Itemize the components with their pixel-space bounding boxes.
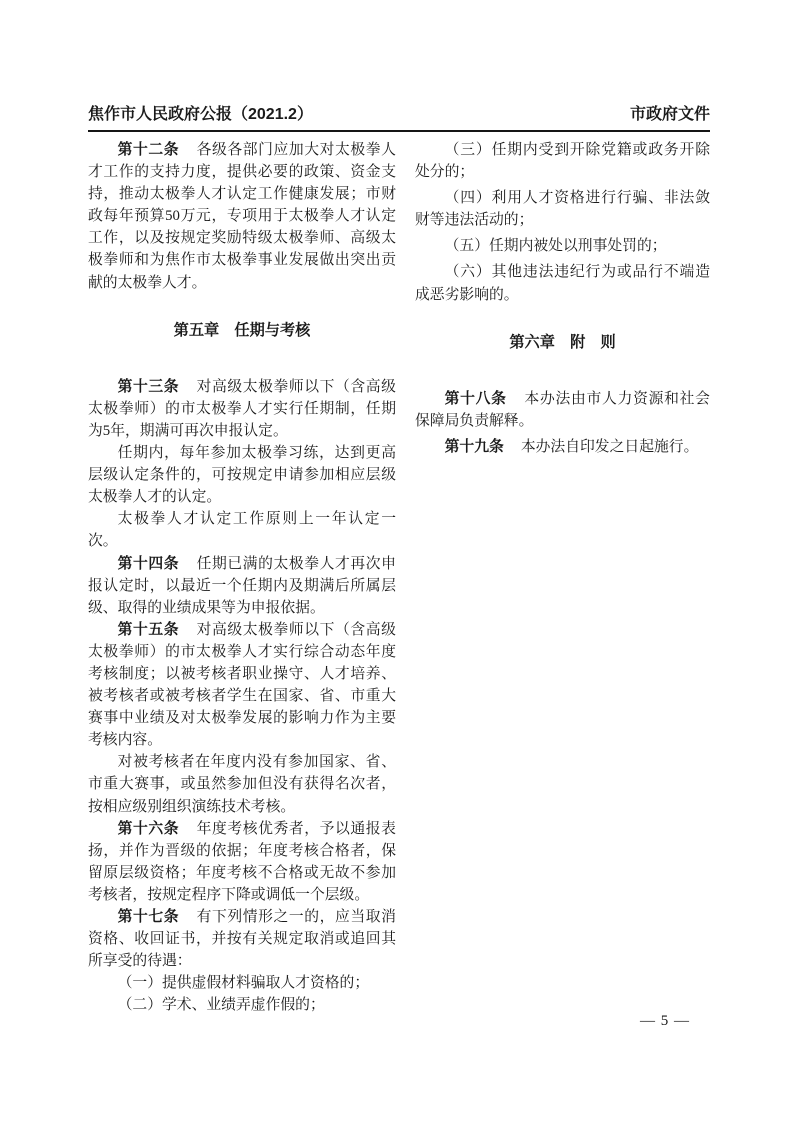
article-paragraph: 第十二条 各级各部门应加大对太极拳人才工作的支持力度，提供必要的政策、资金支持，推动太极拳人才认定工作健康发展；市财政每年预算50万元，专项用于太极拳人才认定工作，以及按规定奖励特级太极拳师、高级太极拳师和为焦作市太极拳事业发展做出突出贡献的太极拳人才。 xyxy=(88,142,396,291)
article-paragraph: 第十八条 本办法由市人力资源和社会保障局负责解释。 xyxy=(415,390,710,429)
article-number: 第十九条 xyxy=(444,438,504,455)
article-number: 第十六条 xyxy=(117,820,180,837)
document-body xyxy=(88,139,710,1016)
left-column xyxy=(88,139,396,1016)
page-header xyxy=(88,106,710,132)
article-number: 第十三条 xyxy=(117,378,180,395)
article-paragraph: 第十四条 任期已满的太极拳人才再次申报认定时，以最近一个任期内及期满后所属层级、取得的业绩成果等为申报依据。 xyxy=(88,555,396,616)
article-number: 第十四条 xyxy=(117,555,180,572)
article-paragraph: 第十九条 本办法自印发之日起施行。 xyxy=(444,438,699,455)
article-paragraph: 第十三条 对高级太极拳师以下（含高级太极拳师）的市太极拳人才实行任期制，任期为5年，期满可再次申报认定。 xyxy=(88,378,396,439)
paragraph: 对被考核者在年度内没有参加国家、省、市重大赛事，或虽然参加但没有获得名次者，按相应级别组织演练技术考核。 xyxy=(88,754,396,815)
article-paragraph: 第十七条 有下列情形之一的，应当取消资格、收回证书，并按有关规定取消或追回其所享受的待遇： xyxy=(88,909,396,970)
right-column xyxy=(415,139,710,1016)
article-number: 第十七条 xyxy=(117,909,180,925)
paragraph: 太极拳人才认定工作原则上一年认定一次。 xyxy=(88,511,396,550)
article-number: 第十八条 xyxy=(444,390,507,407)
article-paragraph: 第十六条 年度考核优秀者，予以通报表扬，并作为晋级的依据；年度考核合格者，保留原层级资格；年度考核不合格或无故不参加考核者，按规定程序下降或调低一个层级。 xyxy=(88,820,396,903)
chapter-heading: 第六章 附 则 xyxy=(509,333,616,351)
paragraph: 任期内，每年参加太极拳习练，达到更高层级认定条件的，可按规定申请参加相应层级太极拳人才的认定。 xyxy=(88,445,396,506)
header-right-label: 市政府文件 xyxy=(629,106,710,123)
paragraph: （三）任期内受到开除党籍或政务开除处分的； xyxy=(415,142,710,181)
article-number: 第十五条 xyxy=(117,621,180,638)
paragraph: （一）提供虚假材料骗取人才资格的； xyxy=(117,975,370,992)
article-number: 第十二条 xyxy=(117,142,180,158)
paragraph: （六）其他违法违纪行为或品行不端造成恶劣影响的。 xyxy=(415,264,710,303)
page-number: — 5 — xyxy=(640,1013,690,1029)
paragraph: （二）学术、业绩弄虚作假的； xyxy=(117,997,325,1014)
paragraph: （五）任期内被处以刑事处罚的； xyxy=(444,238,667,255)
header-left-title: 焦作市人民政府公报（2021.2） xyxy=(88,106,313,123)
chapter-heading: 第五章 任期与考核 xyxy=(173,321,311,339)
paragraph: （四）利用人才资格进行行骗、非法敛财等违法活动的； xyxy=(415,190,710,229)
article-paragraph: 第十五条 对高级太极拳师以下（含高级太极拳师）的市太极拳人才实行综合动态年度考核制度；以被考核者职业操守、人才培养、被考核者或被考核者学生在国家、省、市重大赛事中业绩及对太极拳发展的影响力作为主要考核内容。 xyxy=(88,621,396,749)
